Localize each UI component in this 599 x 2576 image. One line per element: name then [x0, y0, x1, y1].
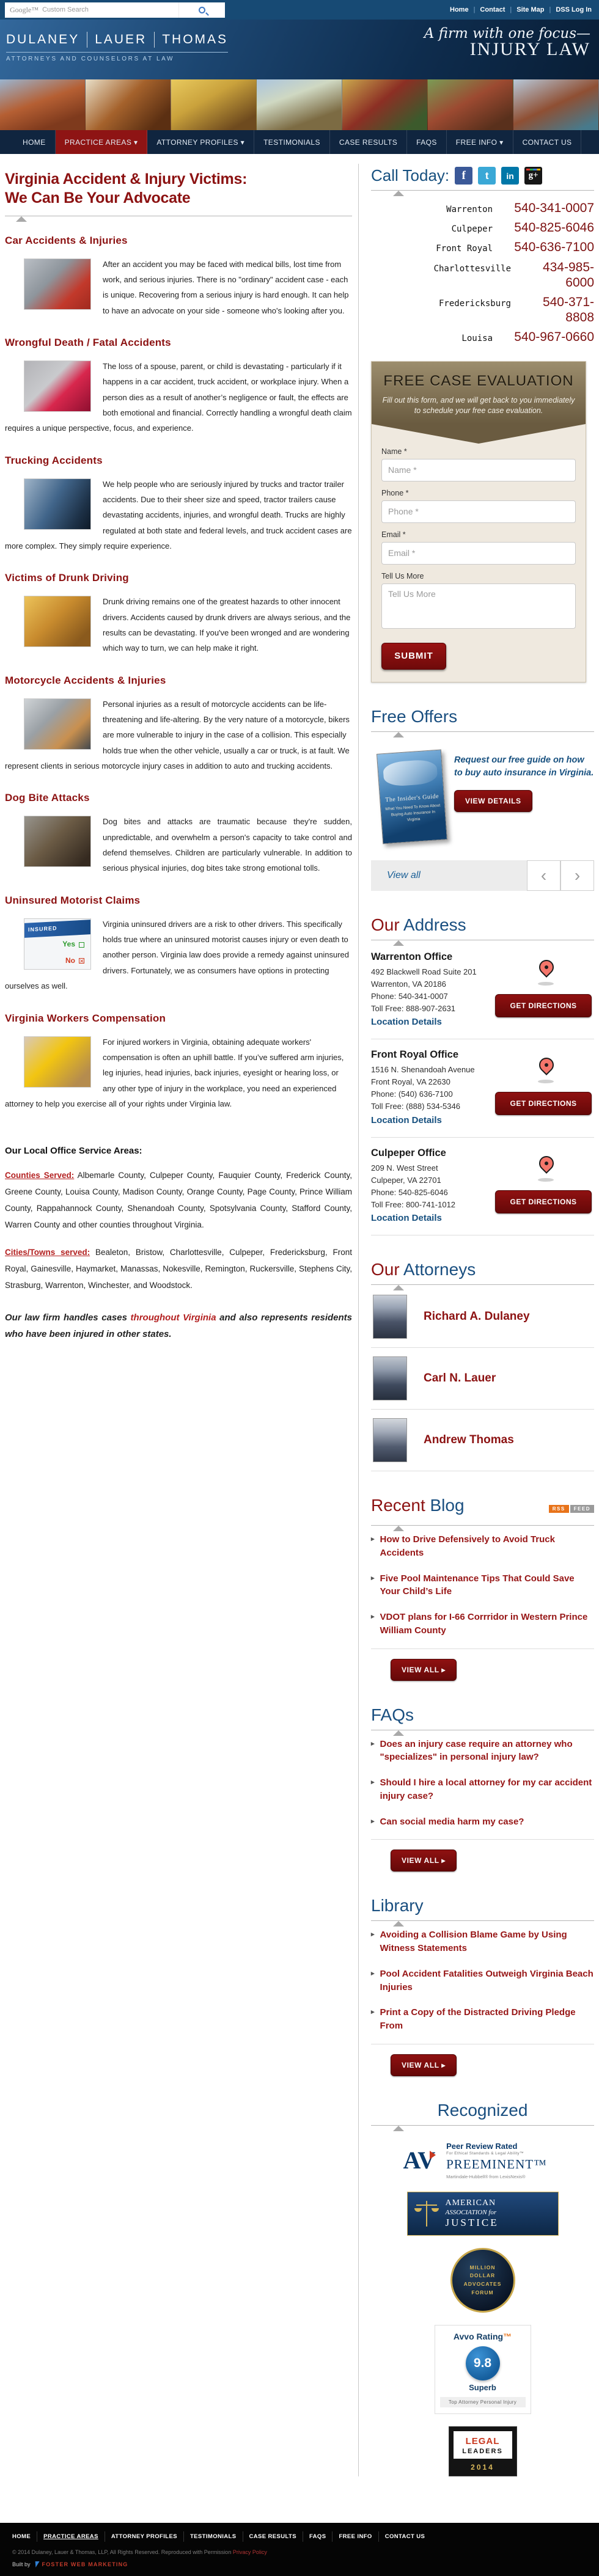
section-title: Wrongful Death / Fatal Accidents: [5, 336, 171, 348]
section-uninsured-motorist: [5, 895, 352, 994]
service-areas-heading: Our Local Office Service Areas:: [5, 1146, 142, 1157]
nav-practice-areas[interactable]: PRACTICE AREAS ▾: [56, 130, 148, 154]
eval-title: FREE CASE EVALUATION: [383, 372, 574, 389]
offers-pager-bar: [371, 860, 594, 891]
phone-row: Culpeper 540-825-6046: [451, 221, 594, 235]
phone-list: [371, 200, 594, 345]
view-all-faqs-button[interactable]: VIEW ALL ▸: [391, 1850, 457, 1872]
books-photo: [428, 79, 513, 130]
main-content: [5, 164, 358, 1352]
name-field[interactable]: [381, 459, 576, 481]
googleplus-icon[interactable]: g+: [524, 167, 542, 185]
search-icon: [199, 7, 205, 13]
prev-offer-button[interactable]: ‹: [527, 860, 560, 891]
nav-free-info[interactable]: FREE INFO ▾: [447, 130, 513, 154]
section-text: Drunk driving remains one of the greatest hazards to other innocent drivers. Accidents caused by drunk drivers are always serious, and the results can be devastating. If you've been wronged and are wondering which way to turn, we can help make it right.: [103, 597, 351, 653]
section-text: For injured workers in Virginia, obtaining adequate workers' compensation is often an uphill battle. If you’ve suffered arm injuries, leg injuries, head injuries, back injuries, eyesight or hearing loss, or any other type of injury in the workplace, you need an experienced attorney to help you exercise all of your rights under Virginia law.: [5, 1037, 344, 1108]
blog-item[interactable]: ▸ VDOT plans for I-66 Corrridor in Western Prince William County: [371, 1605, 594, 1644]
attorney-photo: [373, 1357, 406, 1400]
law-books-photo: [342, 79, 428, 130]
cities-served: Cities/Towns served: Bealeton, Bristow, Charlottesville, Culpeper, Fredericksburg, Front Royal, Gainesville, Haymarket, Manassas, Nokesville, Remington, Ruckersville, Stephens City, Strasburg, Warrenton, Winchester, and Woodstock.: [5, 1248, 352, 1290]
section-text: After an accident you may be faced with medical bills, lost time from work, and serious injuries. There is no "ordinary" accident case - each is unique. Recovering from a serious injury is hard enough. It can help to have an advocate on your side - someone who's looking after you.: [103, 259, 349, 315]
section-title: Victims of Drunk Driving: [5, 572, 129, 584]
tagline-script: A firm with one focus—: [424, 26, 590, 42]
view-details-button[interactable]: VIEW DETAILS: [454, 790, 532, 812]
attorney-photo: [373, 1419, 406, 1462]
tagline: [424, 26, 590, 60]
tagline-injury-law: INJURY LAW: [469, 39, 590, 59]
section-text: Dog bites and attacks are traumatic because they're sudden, unpredictable, and overwhelm a person's capacity to take control and defend themselves. Children are particularly vulnerable. In addition to serious physical injuries, dog bites take strong emotional tolls.: [103, 817, 352, 873]
footer-link-contact-us[interactable]: CONTACT US: [384, 2533, 425, 2540]
section-wrongful-death: [5, 337, 352, 436]
faqs-heading: FAQs: [371, 1705, 414, 1724]
divider: [371, 1648, 594, 1649]
facebook-icon[interactable]: f: [455, 167, 472, 185]
section-title: Dog Bite Attacks: [5, 792, 90, 804]
worker-hardhat-photo: [24, 1037, 90, 1087]
top-link-home[interactable]: Home: [450, 6, 469, 13]
section-text: We help people who are seriously injured by trucks and tractor trailer accidents. Due to their sheer size and speed, tractor trailers cause devastating accidents, injuries, and wrongful death. Trucks are highly regulated at both state and federal levels, and truck accident cases are more complex. They simply require experience.: [5, 479, 352, 551]
divider: [371, 1839, 594, 1840]
firm-word-thomas: THOMAS: [162, 32, 229, 46]
blog-item[interactable]: ▸ Five Pool Maintenance Tips That Could Save Your Child’s Life: [371, 1566, 594, 1605]
gavel-photo: [86, 79, 171, 130]
footer-link-faqs[interactable]: FAQS: [303, 2531, 333, 2542]
phone-row: Fredericksburg 540-371-8808: [438, 295, 594, 325]
library-item[interactable]: ▸ Pool Accident Fatalities Outweigh Virginia Beach Injuries: [371, 1961, 594, 2000]
search-button[interactable]: [178, 2, 225, 18]
location-details-link[interactable]: Location Details: [371, 1017, 442, 1028]
section-car-accidents: [5, 235, 352, 318]
office-phone: Phone: 540-825-6046: [371, 1187, 448, 1197]
office-name: Warrenton Office: [371, 951, 453, 962]
sidebar: [358, 164, 594, 2476]
section-text: The loss of a spouse, parent, or child is devastating - particularly if it happens in a car accident, truck accident, or workplace injury. When a person dies as a result of another’s negligence or fault, the effects are both emotional and financial. Correctly handling a wrongful death claim requires a unique perspective, focus, and experience.: [5, 361, 352, 433]
top-links: Home | Contact | Site Map | DSS Log In: [450, 6, 592, 13]
footer-link-free-info[interactable]: FREE INFO: [333, 2531, 378, 2542]
phone-row: Front Royal 540-636-7100: [436, 240, 594, 255]
phone-number: 540-825-6046: [514, 221, 594, 235]
section-drunk-driving: [5, 572, 352, 656]
section-title: Trucking Accidents: [5, 454, 103, 466]
next-offer-button[interactable]: ›: [560, 860, 594, 891]
nav-testimonials[interactable]: TESTIMONIALS: [254, 130, 330, 154]
view-all-blog-button[interactable]: VIEW ALL ▸: [391, 1659, 457, 1681]
divider: [371, 190, 594, 191]
get-directions-button[interactable]: GET DIRECTIONS: [495, 1190, 592, 1213]
name-label: Name *: [381, 447, 407, 456]
main-navigation: [0, 130, 599, 154]
building-photo: [257, 79, 342, 130]
motorcycle-photo: [24, 699, 90, 749]
site-header: [0, 20, 599, 79]
phone-number: 434-985-6000: [542, 260, 594, 290]
search-input[interactable]: [41, 3, 178, 17]
footer-link-case-results[interactable]: CASE RESULTS: [243, 2531, 303, 2542]
drunk-driving-photo: [24, 596, 90, 646]
phone-row: Charlottesville 434-985-6000: [433, 260, 594, 290]
av-preeminent-badge[interactable]: AV Peer Review Rated For Ethical Standards & Legal Ability™ PREEMINENT™ Martindale-Hubbell® from LexisNexis®: [403, 2142, 562, 2179]
nav-home[interactable]: HOME: [13, 130, 56, 154]
closing-statement: Our law firm handles cases throughout Virginia and also represents residents who have been injured in other states.: [5, 1312, 352, 1340]
phone-row: Louisa 540-967-0660: [461, 330, 594, 345]
section-title: Uninsured Motorist Claims: [5, 894, 141, 906]
counties-served: Counties Served: Albemarle County, Culpeper County, Fauquier County, Frederick County, Greene County, Louisa County, Madison County, Orange County, Page County, Prince William County, Rappahannock County, Shenandoah County, Spotsylvania County, Stafford County, Warren County and other counties throughout Virginia.: [5, 1171, 352, 1230]
rss-feed-badge[interactable]: RSS FEED: [549, 1505, 594, 1513]
firm-word-lauer: LAUER: [95, 32, 147, 46]
footer-link-home[interactable]: HOME: [6, 2531, 37, 2542]
tell-us-more-label: Tell Us More: [381, 571, 424, 580]
get-directions-button[interactable]: GET DIRECTIONS: [495, 1092, 592, 1115]
phone-number: 540-371-8808: [542, 295, 594, 325]
attorney-andrew-thomas[interactable]: Andrew Thomas: [371, 1410, 594, 1471]
library-heading: Library: [371, 1896, 424, 1916]
footer-link-practice-areas[interactable]: PRACTICE AREAS: [37, 2531, 105, 2542]
dog-photo: [24, 816, 90, 866]
footer-link-testimonials[interactable]: TESTIMONIALS: [184, 2531, 243, 2542]
top-link-dss-login[interactable]: DSS Log In: [556, 6, 592, 13]
call-today-heading: Call Today:: [371, 166, 450, 185]
million-dollar-advocates-badge[interactable]: MILLION DOLLAR ADVOCATES FORUM: [450, 2248, 515, 2313]
firm-word-dulaney: DULANEY: [6, 32, 80, 46]
scales-of-justice-icon: [416, 2201, 437, 2227]
office-tollfree: Toll Free: 888-907-2631: [371, 1003, 456, 1013]
phone-label: Phone *: [381, 488, 409, 497]
roses-photo: [24, 361, 90, 411]
eval-subtitle: Fill out this form, and we will get back to you immediately to schedule your free case evaluation.: [382, 395, 575, 415]
office-phone: Phone: 540-341-0007: [371, 991, 448, 1001]
office-phone: Phone: (540) 636-7100: [371, 1089, 453, 1099]
top-link-sitemap[interactable]: Site Map: [516, 6, 545, 13]
phone-field[interactable]: [381, 500, 576, 523]
cities-label[interactable]: Cities/Towns served:: [5, 1248, 90, 1257]
firm-subtitle: ATTORNEYS AND COUNSELORS AT LAW: [6, 52, 228, 62]
call-today-row: [371, 166, 594, 185]
faq-item[interactable]: ▸ Can social media harm my case?: [371, 1809, 594, 1835]
top-link-contact[interactable]: Contact: [480, 6, 505, 13]
nav-faqs[interactable]: FAQS: [407, 130, 447, 154]
email-field[interactable]: [381, 542, 576, 565]
footer-navigation: [4, 2529, 595, 2547]
twitter-icon[interactable]: t: [478, 167, 496, 185]
section-trucking: [5, 455, 352, 554]
our-address-heading: Our Address: [371, 915, 466, 934]
divider: [371, 1284, 594, 1285]
location-details-link[interactable]: Location Details: [371, 1114, 442, 1125]
divider: [371, 1525, 594, 1526]
attorney-carl-lauer[interactable]: Carl N. Lauer: [371, 1348, 594, 1410]
attorney-richard-dulaney[interactable]: Richard A. Dulaney: [371, 1286, 594, 1348]
blog-item[interactable]: ▸ How to Drive Defensively to Avoid Truck Accidents: [371, 1527, 594, 1566]
top-utility-bar: [0, 0, 599, 20]
site-footer: [0, 2523, 599, 2576]
phone-number: 540-341-0007: [514, 201, 594, 215]
location-details-link[interactable]: Location Details: [371, 1213, 442, 1224]
truck-photo: [24, 479, 90, 529]
office-culpeper: Culpeper Office 209 N. West Street Culpeper, VA 22701 Phone: 540-825-6046 Toll Free: 800-741-1012 Location Details GET DIRECTIONS: [371, 1138, 594, 1236]
courthouse-photo-strip: [0, 79, 599, 130]
firm-logo[interactable]: [6, 32, 228, 62]
section-text: Virginia uninsured drivers are a risk to other drivers. This specifically holds true where an uninsured motorist causes injury or even death to another person. Virginia law does provide a remedy against uninsured drivers. Fortunately, we as consumers have options in protecting ourselves as well.: [5, 919, 350, 991]
faq-item[interactable]: ▸ Does an injury case require an attorney who "specializes" in personal injury law?: [371, 1732, 594, 1771]
nav-attorney-profiles[interactable]: ATTORNEY PROFILES ▾: [147, 130, 254, 154]
google-logo: Google™: [10, 5, 39, 14]
view-all-offers-link[interactable]: View all: [387, 869, 421, 880]
library-item[interactable]: ▸ Avoiding a Collision Blame Game by Using Witness Statements: [371, 1922, 594, 1961]
section-workers-comp: [5, 1012, 352, 1112]
phone-number: 540-636-7100: [514, 240, 594, 255]
insured-checkbox-photo: INSURED Yes No ✕: [24, 919, 90, 969]
free-offers-heading: Free Offers: [371, 706, 458, 726]
courthouse-photo: [0, 79, 86, 130]
american-association-justice-badge[interactable]: AMERICAN ASSOCIATION for JUSTICE: [407, 2192, 559, 2236]
courtroom-photo: [171, 79, 257, 130]
avvo-rating-badge[interactable]: Avvo Rating™ 9.8 Superb Top Attorney Personal Injury: [435, 2325, 531, 2414]
recognized-heading: Recognized: [437, 2100, 528, 2120]
section-title: Virginia Workers Compensation: [5, 1012, 166, 1024]
footer-link-attorney-profiles[interactable]: ATTORNEY PROFILES: [105, 2531, 184, 2542]
google-custom-search: [5, 2, 225, 18]
offer-text: Request our free guide on how to buy auto insurance in Virginia.: [454, 755, 594, 778]
divider: [371, 1920, 594, 1921]
view-all-library-button[interactable]: VIEW ALL ▸: [391, 2054, 457, 2076]
free-case-evaluation-box: [371, 361, 586, 682]
office-name: Front Royal Office: [371, 1049, 459, 1061]
office-warrenton: Warrenton Office 492 Blackwell Road Suite 201 Warrenton, VA 20186 Phone: 540-341-0007 Toll Free: 888-907-2631 Location Details GET DIRECTIONS: [371, 942, 594, 1040]
linkedin-icon[interactable]: in: [501, 167, 519, 185]
guide-book-cover[interactable]: The Insider's Guide What You Need To Know About Buying Auto Insurance In Virginia: [377, 749, 447, 844]
section-text: Personal injuries as a result of motorcycle accidents can be life-threatening and life-altering. By the very nature of a motorcycle, bikers are more vulnerable to injury in the case of a collision. This especially holds true when the other vehicle, usually a car or truck, is at fault. We represent clients in serious motorcycle injury cases in addition to auto and trucking accidents.: [5, 699, 350, 771]
library-item[interactable]: ▸ Print a Copy of the Distracted Driving Pledge From: [371, 2000, 594, 2039]
avvo-score: 9.8: [466, 2346, 500, 2380]
nav-case-results[interactable]: CASE RESULTS: [330, 130, 407, 154]
statue-photo: [513, 79, 599, 130]
tell-us-more-field[interactable]: [381, 584, 576, 629]
divider: [371, 2125, 594, 2126]
legal-leaders-badge[interactable]: LEGAL LEADERS 2014: [449, 2426, 517, 2476]
section-title: Car Accidents & Injuries: [5, 234, 128, 246]
phone-row: Warrenton 540-341-0007: [446, 201, 594, 215]
recognition-badges: [371, 2142, 594, 2476]
section-motorcycle: [5, 675, 352, 774]
page-title: Virginia Accident & Injury Victims: We Can Be Your Advocate: [5, 170, 248, 207]
office-tollfree: Toll Free: 800-741-1012: [371, 1200, 456, 1210]
privacy-policy-link[interactable]: Privacy Policy: [232, 2549, 267, 2555]
section-dog-bites: [5, 792, 352, 876]
free-offer: [371, 752, 594, 842]
faq-item[interactable]: ▸ Should I hire a local attorney for my car accident injury case?: [371, 1770, 594, 1809]
lightning-icon: [33, 2561, 39, 2567]
nav-contact-us[interactable]: CONTACT US: [513, 130, 582, 154]
car-crash-photo: [24, 259, 90, 309]
notch-decoration: [372, 424, 586, 444]
divider: [371, 731, 594, 732]
copyright: © 2014 Dulaney, Lauer & Thomas, LLP, All Rights Reserved. Reproduced with Permission Privacy Policy: [12, 2549, 267, 2555]
phone-number: 540-967-0660: [514, 330, 594, 345]
email-label: Email *: [381, 530, 406, 539]
submit-button[interactable]: SUBMIT: [381, 643, 446, 670]
our-attorneys-heading: Our Attorneys: [371, 1260, 476, 1279]
office-name: Culpeper Office: [371, 1147, 446, 1158]
attorney-photo: [373, 1295, 406, 1338]
foster-web-marketing-link[interactable]: FOSTER WEB MARKETING: [42, 2561, 128, 2567]
counties-label[interactable]: Counties Served:: [5, 1171, 75, 1180]
get-directions-button[interactable]: GET DIRECTIONS: [495, 994, 592, 1017]
office-tollfree: Toll Free: (888) 534-5346: [371, 1102, 460, 1111]
recent-blog-heading: Recent Blog: [371, 1496, 465, 1515]
section-title: Motorcycle Accidents & Injuries: [5, 674, 166, 686]
office-front-royal: Front Royal Office 1516 N. Shenandoah Avenue Front Royal, VA 22630 Phone: (540) 636-7100 Toll Free: (888) 534-5346 Location Details GET DIRECTIONS: [371, 1039, 594, 1138]
built-by: Built by FOSTER WEB MARKETING: [12, 2561, 128, 2567]
